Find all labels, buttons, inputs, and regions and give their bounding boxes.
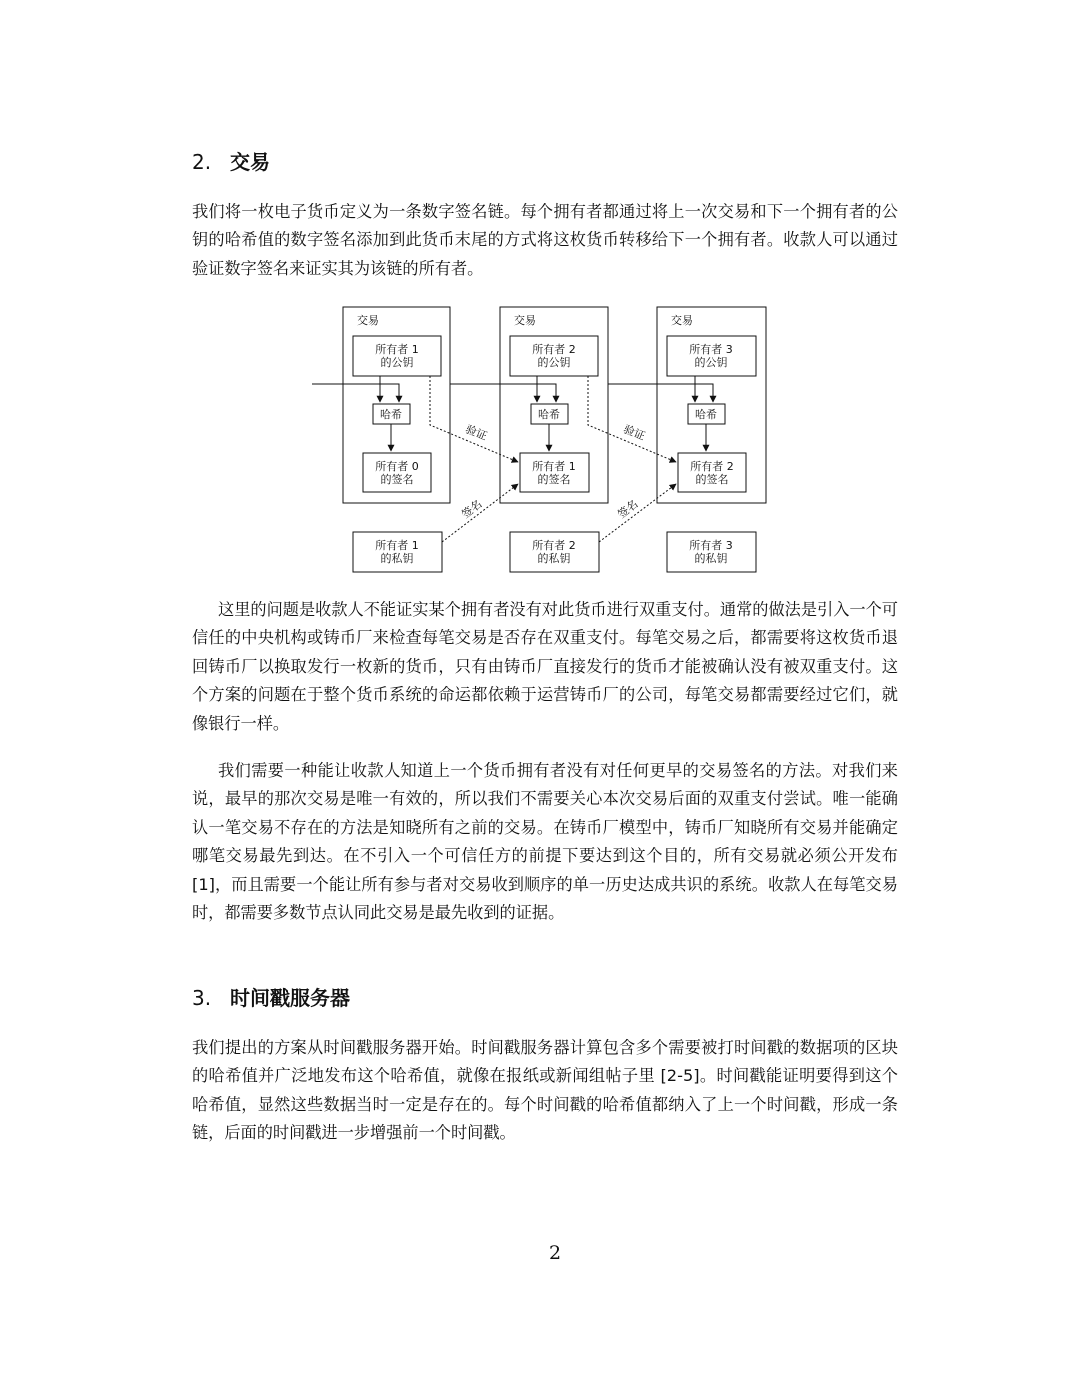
private-key-label: 的私钥 — [380, 552, 414, 565]
signature-owner: 所有者 0 — [375, 460, 419, 473]
paragraph: 这里的问题是收款人不能证实某个拥有者没有对此货币进行双重支付。通常的做法是引入一个可信任的中央机构或铸币厂来检查每笔交易是否存在双重支付。每笔交易之后，都需要将这枚货币退回铸币厂以换取发行一枚新的货币，只有由铸币厂直接发行的货币才能被确认没有被双重支付。这个方案的问题在于整个货币系统的命运都依赖于运营铸币厂的公司，每笔交易都需要经过它们，就像银行一样。 — [192, 600, 898, 733]
verify-arrow — [430, 376, 518, 462]
sign-label: 签名 — [459, 497, 485, 522]
signature-label: 的签名 — [380, 473, 414, 486]
chain-arrow — [608, 384, 713, 402]
public-key-owner: 所有者 1 — [375, 343, 419, 356]
signature-label: 的签名 — [695, 473, 729, 486]
paragraph: 我们提出的方案从时间戳服务器开始。时间戳服务器计算包含多个需要被打时间戳的数据项的区块的哈希值并广泛地发布这个哈希值，就像在报纸或新闻组帖子里 [2-5]。时间戳能证明要得到这个哈希值，显然这些数据当时一定是存在的。每个时间戳的哈希值都纳入了上一个时间戳，形成一条链，后面的时间戳进一步增强前一个时间戳。 — [192, 1038, 898, 1143]
paragraph: 我们将一枚电子货币定义为一条数字签名链。每个拥有者都通过将上一次交易和下一个拥有者的公钥的哈希值的数字签名添加到此货币末尾的方式将这枚货币转移给下一个拥有者。收款人可以通过验证数字签名来证实其为该链的所有者。 — [192, 202, 898, 278]
section-number: 2. — [192, 150, 212, 174]
transaction-chain-diagram — [310, 300, 780, 580]
transaction-label: 交易 — [357, 314, 379, 327]
public-key-label: 的公钥 — [694, 356, 728, 369]
section-title: 时间戳服务器 — [230, 986, 350, 1010]
chain-arrow — [312, 384, 399, 402]
signature-owner: 所有者 1 — [532, 460, 576, 473]
section-number: 3. — [192, 986, 212, 1010]
verify-label: 验证 — [621, 422, 647, 443]
sign-arrow — [442, 484, 518, 542]
public-key-owner: 所有者 2 — [532, 343, 576, 356]
section-3-heading — [192, 982, 350, 1011]
sign-label: 签名 — [615, 497, 641, 522]
public-key-label: 的公钥 — [380, 356, 414, 369]
verify-arrow — [588, 376, 676, 462]
transaction-label: 交易 — [514, 314, 536, 327]
paragraph: 我们需要一种能让收款人知道上一个货币拥有者没有对任何更早的交易签名的方法。对我们来说，最早的那次交易是唯一有效的，所以我们不需要关心本次交易后面的双重支付尝试。唯一能确认一笔交易不存在的方法是知晓所有之前的交易。在铸币厂模型中，铸币厂知晓所有交易并能确定哪笔交易最先到达。在不引入一个可信任方的前提下要达到这个目的，所有交易就必须公开发布 [1]，而且需要一个能让所有参与者对交易收到顺序的单一历史达成共识的系统。收款人在每笔交易时，都需要多数节点认同此交易是最先收到的证据。 — [192, 761, 898, 923]
transaction-label: 交易 — [671, 314, 693, 327]
public-key-owner: 所有者 3 — [689, 343, 733, 356]
hash-label: 哈希 — [695, 408, 717, 421]
page-number: 2 — [548, 1242, 562, 1264]
private-key-owner: 所有者 3 — [689, 539, 733, 552]
verify-label: 验证 — [463, 422, 489, 443]
signature-label: 的签名 — [537, 473, 571, 486]
chain-arrow — [450, 384, 556, 402]
private-key-label: 的私钥 — [537, 552, 571, 565]
private-key-owner: 所有者 1 — [375, 539, 419, 552]
section-2-heading — [192, 146, 270, 175]
private-key-label: 的私钥 — [694, 552, 728, 565]
hash-label: 哈希 — [538, 408, 560, 421]
private-key-owner: 所有者 2 — [532, 539, 576, 552]
sign-arrow — [599, 484, 676, 542]
signature-owner: 所有者 2 — [690, 460, 734, 473]
hash-label: 哈希 — [380, 408, 402, 421]
public-key-label: 的公钥 — [537, 356, 571, 369]
section-title: 交易 — [230, 150, 270, 174]
